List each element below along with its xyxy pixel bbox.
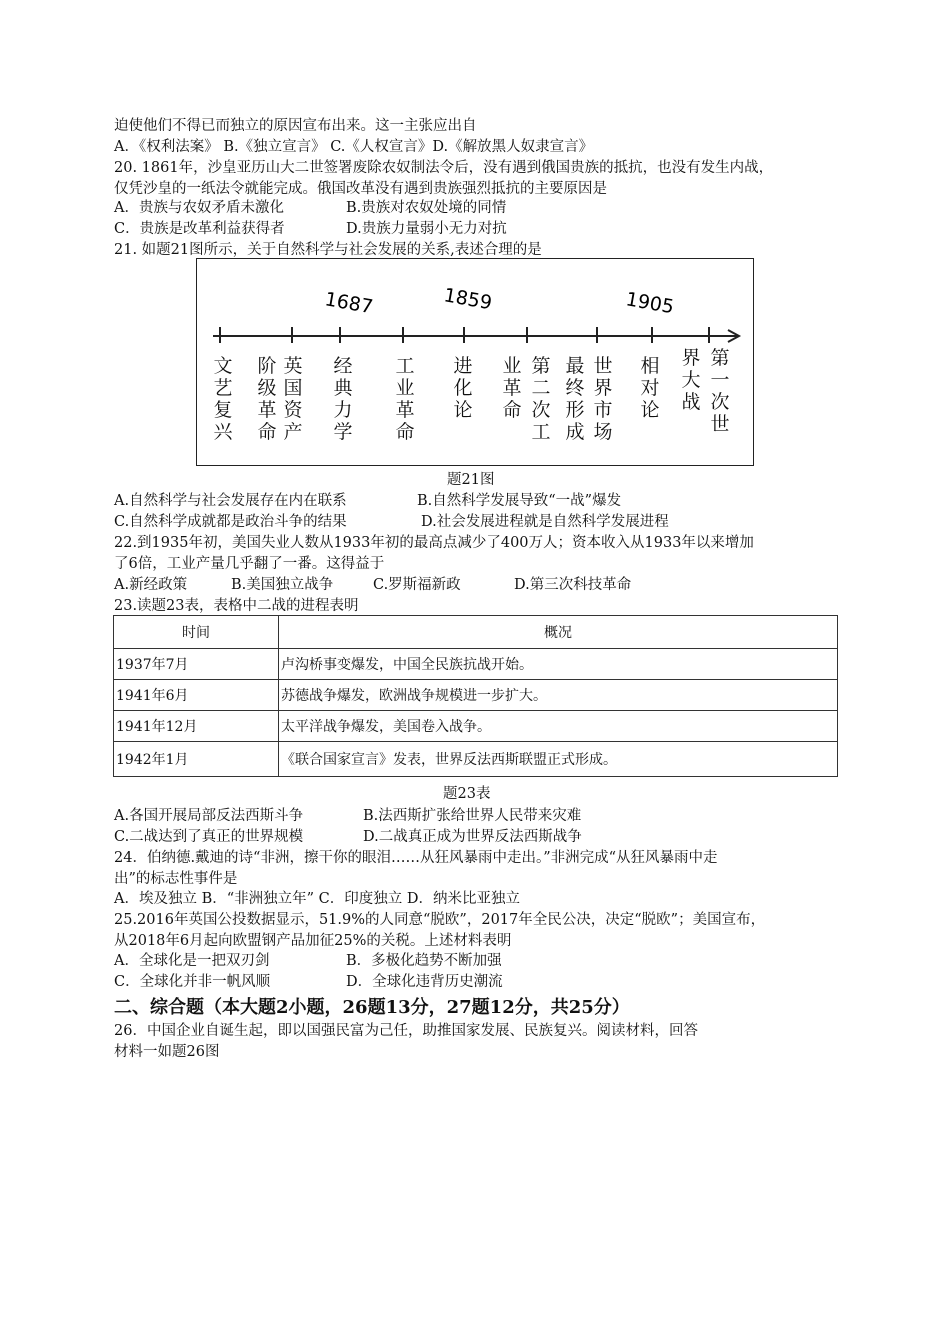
table-cell-summary: 苏德战争爆发，欧洲战争规模进一步扩大。: [279, 680, 838, 711]
timeline-event: 英 国 资 产: [283, 355, 303, 443]
q25-option-a: A．全球化是一把双刃剑: [114, 953, 270, 969]
q20-option-d: D.贵族力量弱小无力对抗: [346, 221, 507, 237]
table-cell-summary: 太平洋战争爆发，美国卷入战争。: [279, 711, 838, 742]
q20-stem-line1: 20. 1861年，沙皇亚历山大二世签署废除农奴制法令后，没有遇到俄国贵族的抵抗，也没有发生内战，: [114, 160, 774, 176]
q23-stem: 23.读题23表，表格中二战的进程表明: [114, 598, 359, 614]
timeline-event: 最 终 形 成: [565, 355, 585, 443]
q24-options: A．埃及独立 B．“非洲独立年” C．印度独立 D．纳米比亚独立: [114, 891, 520, 907]
timeline-figure: [196, 258, 754, 466]
q20-option-b: B.贵族对农奴处境的同情: [346, 200, 507, 216]
timeline-event: 相 对 论: [640, 355, 660, 421]
figure21-caption: 题21图: [447, 472, 495, 488]
table-cell-time: 1942年1月: [114, 742, 279, 777]
q21-option-c: C.自然科学成就都是政治斗争的结果: [114, 514, 347, 530]
q22-stem-line1: 22.到1935年初，美国失业人数从1933年初的最高点减少了400万人；资本收入从1933年以来增加: [114, 535, 754, 551]
timeline-event: 第 一 次 世: [710, 347, 730, 435]
q19-stem-tail: 迫使他们不得已而独立的原因宣布出来。这一主张应出自: [114, 118, 477, 134]
year-label: 1905: [624, 288, 676, 319]
q25-stem-line1: 25.2016年英国公投数据显示，51.9%的人同意“脱欧”，2017年全民公决，决定“脱欧”；美国宣布，: [114, 912, 766, 928]
q25-option-c: C．全球化并非一帆风顺: [114, 974, 271, 990]
q22-stem-line2: 了6倍，工业产量几乎翻了一番。这得益于: [114, 556, 385, 572]
q23-option-b: B.法西斯扩张给世界人民带来灾难: [363, 808, 582, 824]
timeline-event: 文 艺 复 兴: [213, 355, 233, 443]
column-header: 概况: [279, 616, 838, 649]
q20-option-c: C．贵族是改革利益获得者: [114, 221, 285, 237]
table-header-row: [114, 616, 838, 649]
timeline-event: 业 革 命: [502, 355, 522, 421]
q21-option-d: D.社会发展进程就是自然科学发展进程: [421, 514, 669, 530]
q22-option-b: B.美国独立战争: [231, 577, 334, 593]
q26-stem: 26．中国企业自诞生起，即以国强民富为己任，助推国家发展、民族复兴。阅读材料，回答: [114, 1023, 698, 1039]
year-label: 1687: [323, 288, 375, 319]
q22-option-c: C.罗斯福新政: [373, 577, 461, 593]
table-cell-summary: 卢沟桥事变爆发，中国全民族抗战开始。: [279, 649, 838, 680]
timeline-event: 阶 级 革 命: [257, 355, 277, 443]
timeline-diagram: [197, 259, 753, 465]
year-label: 1859: [442, 284, 494, 315]
q22-option-d: D.第三次科技革命: [514, 577, 632, 593]
table-cell-time: 1941年6月: [114, 680, 279, 711]
q23-option-d: D.二战真正成为世界反法西斯战争: [363, 829, 582, 845]
q23-option-c: C.二战达到了真正的世界规模: [114, 829, 304, 845]
table-cell-time: 1941年12月: [114, 711, 279, 742]
q21-option-b: B.自然科学发展导致“一战”爆发: [417, 493, 622, 509]
q20-stem-line2: 仅凭沙皇的一纸法令就能完成。俄国改革没有遇到贵族强烈抵抗的主要原因是: [114, 181, 607, 197]
q21-option-a: A.自然科学与社会发展存在内在联系: [114, 493, 347, 509]
column-header: 时间: [114, 616, 279, 649]
table-row: [114, 742, 838, 777]
table-row: [114, 711, 838, 742]
q19-options: A．《权利法案》 B.《独立宣言》 C.《人权宣言》D.《解放黑人奴隶宣言》: [114, 139, 594, 155]
table23-caption: 题23表: [443, 786, 491, 802]
timeline-event: 工 业 革 命: [395, 355, 415, 443]
section-heading: 二、综合题（本大题2小题，26题13分，27题12分，共25分）: [114, 997, 630, 1018]
timeline-event: 世 界 市 场: [593, 355, 613, 443]
q20-option-a: A．贵族与农奴矛盾未激化: [114, 200, 284, 216]
table-cell-time: 1937年7月: [114, 649, 279, 680]
timeline-event: 经 典 力 学: [333, 355, 353, 443]
timeline-event: 进 化 论: [453, 355, 473, 421]
q22-option-a: A.新经政策: [114, 577, 188, 593]
timeline-event: 界 大 战: [681, 347, 701, 413]
table-row: [114, 680, 838, 711]
table-cell-summary: 《联合国家宣言》发表，世界反法西斯联盟正式形成。: [279, 742, 838, 777]
q21-stem: 21. 如题21图所示，关于自然科学与社会发展的关系,表述合理的是: [114, 242, 542, 258]
timeline-event: 第 二 次 工: [531, 355, 551, 443]
q26-material1: 材料一如题26图: [114, 1044, 220, 1060]
q25-option-d: D．全球化违背历史潮流: [346, 974, 503, 990]
table23: [113, 615, 838, 777]
q24-stem-line1: 24．伯纳德.戴迪的诗“非洲，擦干你的眼泪……从狂风暴雨中走出。”非洲完成“从狂风暴雨中走: [114, 850, 718, 866]
q25-stem-line2: 从2018年6月起向欧盟钢产品加征25%的关税。上述材料表明: [114, 933, 512, 949]
q25-option-b: B．多极化趋势不断加强: [346, 953, 502, 969]
q24-stem-line2: 出”的标志性事件是: [114, 871, 238, 887]
table-row: [114, 649, 838, 680]
q23-option-a: A.各国开展局部反法西斯斗争: [114, 808, 304, 824]
